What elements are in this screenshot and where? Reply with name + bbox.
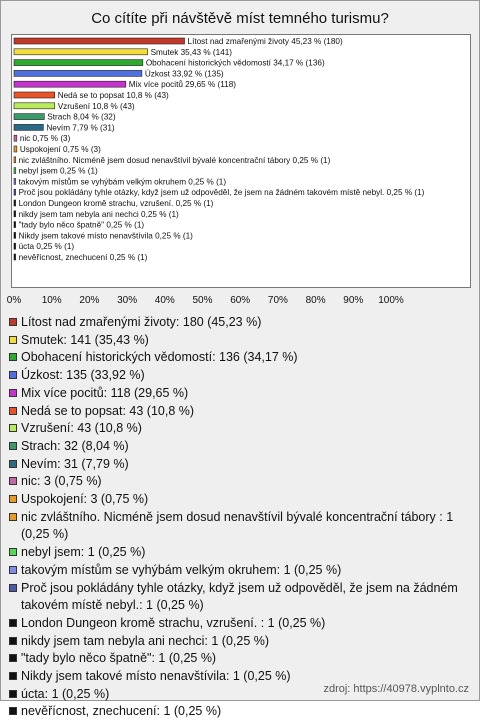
bar-label: úcta 0,25 % (1) — [18, 242, 75, 252]
bar — [14, 200, 16, 206]
bar — [14, 189, 16, 195]
bar-label: nic zvláštního. Nicméně jsem dosud nenavštívil bývalé koncentrační tábory 0,25 % (1) — [18, 155, 331, 165]
x-tick-label: 40% — [154, 295, 175, 306]
bar-label: Nevím 7,79 % (31) — [46, 123, 115, 133]
bar-label: takovým místům se vyhýbám velkým okruhem 0,25 % (1) — [18, 177, 227, 187]
legend-item — [9, 367, 471, 385]
x-tick-label: 10% — [41, 295, 62, 306]
legend-label: Nevím: 31 (7,79 %) — [21, 456, 129, 471]
legend-swatch — [9, 389, 17, 397]
legend-item — [9, 544, 471, 562]
bar — [14, 81, 126, 87]
legend-item — [9, 420, 471, 438]
bar — [14, 124, 43, 130]
bar-label: London Dungeon kromě strachu, vzrušení. 0,25 % (1) — [18, 199, 214, 208]
legend-swatch — [9, 318, 17, 326]
legend-swatch — [9, 371, 17, 379]
legend-swatch — [9, 513, 17, 521]
legend-swatch — [9, 707, 17, 715]
x-tick-label: 20% — [79, 295, 100, 306]
bar — [14, 168, 16, 174]
x-tick-label: 70% — [267, 295, 288, 306]
legend-item — [9, 650, 471, 668]
bar-label: Nedá se to popsat 10,8 % (43) — [57, 91, 169, 100]
legend-item — [9, 438, 471, 456]
legend-label: Úzkost: 135 (33,92 %) — [21, 368, 145, 383]
legend-item — [9, 314, 471, 332]
legend-swatch — [9, 424, 17, 432]
bar-label: nevěřícnost, znechucení 0,25 % (1) — [18, 253, 148, 262]
x-tick-label: 100% — [378, 295, 404, 306]
legend-label: Smutek: 141 (35,43 %) — [21, 332, 149, 347]
legend-swatch — [9, 566, 17, 574]
legend-swatch — [9, 548, 17, 556]
legend-swatch — [9, 407, 17, 415]
bar — [14, 135, 17, 141]
legend-label: Lítost nad zmařenými životy: 180 (45,23 %) — [21, 315, 262, 329]
legend-swatch — [9, 353, 17, 361]
legend-swatch — [9, 690, 17, 698]
legend-item — [9, 509, 471, 544]
source-note: zdroj: https://40978.vyplnto.cz — [323, 683, 469, 695]
legend-swatch — [9, 672, 17, 680]
bar-label: Obohacení historických vědomostí 34,17 % (136) — [145, 58, 325, 68]
legend-item — [9, 703, 471, 721]
bar-label: Úzkost 33,92 % (135) — [144, 69, 224, 79]
legend-item — [9, 403, 471, 421]
bar-label: Lítost nad zmařenými životy 45,23 % (180) — [187, 37, 343, 46]
bar — [14, 232, 16, 238]
bar — [14, 146, 17, 152]
legend-item — [9, 456, 471, 474]
x-tick-label: 90% — [343, 295, 364, 306]
legend-label: Obohacení historických vědomostí: 136 (34,17 %) — [21, 350, 298, 365]
bar — [14, 70, 142, 76]
bar — [14, 60, 143, 66]
legend-label: Mix více pocitů: 118 (29,65 %) — [21, 385, 189, 400]
bar-label: Proč jsou pokládány tyhle otázky, když jsem už odpověděl, že jsem na žádném takovém místě nebyl. 0,25 % (1) — [18, 188, 425, 198]
bar — [14, 178, 16, 184]
bar — [14, 254, 16, 260]
bar-label: nikdy jsem tam nebyla ani nechci 0,25 % (1) — [18, 209, 179, 219]
legend-label: Strach: 32 (8,04 %) — [21, 438, 129, 453]
bar — [14, 92, 55, 98]
legend-item — [9, 385, 471, 403]
bar — [14, 222, 16, 228]
bar-label: Vzrušení 10,8 % (43) — [57, 101, 135, 111]
legend-swatch — [9, 442, 17, 450]
legend-item — [9, 349, 471, 367]
x-tick-label: 80% — [305, 295, 326, 306]
bar-label: Nikdy jsem takové místo nenavštívila 0,25 % (1) — [18, 231, 193, 241]
x-tick-label: 50% — [192, 295, 213, 306]
legend-swatch — [9, 495, 17, 503]
bar — [14, 157, 16, 163]
legend-item — [9, 580, 471, 615]
legend-label: Vzrušení: 43 (10,8 %) — [21, 421, 142, 436]
bar — [14, 243, 16, 249]
legend-swatch — [9, 637, 17, 645]
bar-label: "tady bylo něco špatně" 0,25 % (1) — [18, 220, 145, 230]
chart-title: Co cítíte při návštěvě míst temného turismu? — [91, 10, 389, 27]
legend-label: nic zvláštního. Nicméně jsem dosud nenavštívil bývalé koncentrační tábory : 1 (0,25 %) — [21, 509, 454, 542]
legend-label: takovým místům se vyhýbám velkým okruhem: 1 (0,25 %) — [21, 562, 342, 577]
bar-label: Smutek 35,43 % (141) — [150, 47, 233, 57]
bar-chart — [1, 1, 479, 311]
bar-label: nebyl jsem 0,25 % (1) — [18, 166, 98, 176]
legend-label: nevěřícnost, znechucení: 1 (0,25 %) — [21, 704, 222, 719]
x-tick-label: 0% — [6, 295, 22, 306]
x-tick-label: 60% — [230, 295, 251, 306]
x-tick-label: 30% — [117, 295, 138, 306]
bar — [14, 211, 16, 217]
legend-item — [9, 491, 471, 509]
legend-swatch — [9, 654, 17, 662]
legend-swatch — [9, 336, 17, 344]
legend-label: Proč jsou pokládány tyhle otázky, když jsem už odpověděl, že jsem na žádném takovém místě nebyl.: 1 (0,25 %) — [21, 580, 458, 613]
legend-label: nic: 3 (0,75 %) — [21, 474, 102, 489]
bar — [14, 114, 44, 120]
legend-label: Nedá se to popsat: 43 (10,8 %) — [21, 403, 195, 418]
legend-label: "tady bylo něco špatně": 1 (0,25 %) — [21, 651, 217, 666]
bar — [14, 38, 185, 44]
bar-label: nic 0,75 % (3) — [19, 134, 71, 144]
legend-label: Uspokojení: 3 (0,75 %) — [21, 492, 149, 507]
legend-label: úcta: 1 (0,25 %) — [21, 686, 110, 701]
chart-legend — [9, 314, 471, 721]
legend-label: Nikdy jsem takové místo nenavštívila: 1 (0,25 %) — [21, 669, 291, 684]
legend-item — [9, 332, 471, 350]
legend-item — [9, 562, 471, 580]
legend-label: nikdy jsem tam nebyla ani nechci: 1 (0,25 %) — [21, 633, 270, 648]
legend-label: nebyl jsem: 1 (0,25 %) — [21, 545, 146, 560]
legend-swatch — [9, 584, 17, 592]
legend-item — [9, 633, 471, 651]
legend-label: London Dungeon kromě strachu, vzrušení. : 1 (0,25 %) — [21, 615, 326, 630]
legend-swatch — [9, 460, 17, 468]
legend-swatch — [9, 477, 17, 485]
bar-label: Strach 8,04 % (32) — [47, 112, 116, 122]
legend-swatch — [9, 619, 17, 627]
bar — [14, 103, 55, 109]
legend-item — [9, 615, 471, 633]
bar-label: Uspokojení 0,75 % (3) — [19, 145, 101, 154]
bar — [14, 49, 148, 55]
legend-item — [9, 473, 471, 491]
bar-label: Mix více pocitů 29,65 % (118) — [128, 80, 237, 90]
